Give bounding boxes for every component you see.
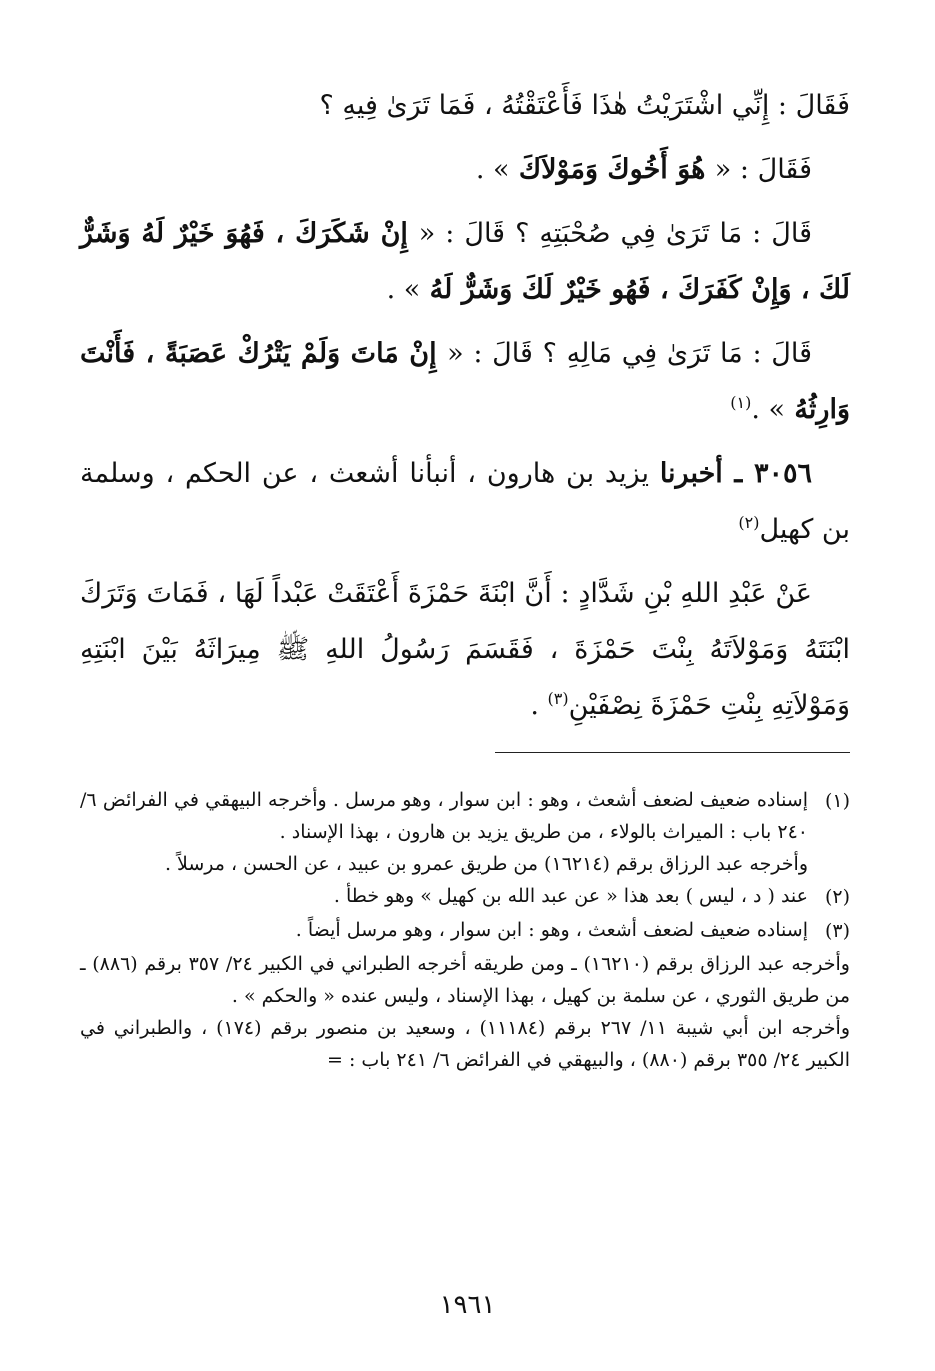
- footnote-text: إسناده ضعيف لضعف أشعث ، وهو : ابن سوار ، وهو مرسل أيضاً .: [295, 919, 808, 941]
- footnote-number: (٣): [824, 920, 850, 942]
- footnote-text: وأخرجه عبد الرزاق برقم (١٦٢١٠) ـ ومن طريقه أخرجه الطبراني في الكبير ٢٤/ ٣٥٧ برقم (٨٨٦) ـ من طريق الثوري ، عن سلمة بن كهيل ، بهذا الإسناد ، وليس عنده « والحكم » .: [80, 953, 850, 1007]
- footnote-text: وأخرجه عبد الرزاق برقم (١٦٢١٤) من طريق عمرو بن عبيد ، عن الحسن ، مرسلاً .: [164, 853, 808, 875]
- footnote-text: وأخرجه ابن أبي شيبة ١١/ ٢٦٧ برقم (١١١٨٤) ، وسعيد بن منصور برقم (١٧٤) ، والطبراني في الكبير ٢٤/ ٣٥٥ برقم (٨٨٠) ، والبيهقي في الفرائض ٦/ ٢٤١ باب : =: [80, 1017, 850, 1071]
- footnote-text: عند ( د ، ليس ) بعد هذا « عن عبد الله بن كهيل » وهو خطأ .: [333, 885, 808, 907]
- footnote-1: [80, 784, 850, 880]
- footnote-number: (٢): [824, 886, 850, 908]
- text-line: فَقَالَ : « هُوَ أَخُوكَ وَمَوْلاَكَ » .: [475, 154, 812, 185]
- text-paragraph: قَالَ : مَا تَرَىٰ فِي مَالِهِ ؟ قَالَ : « إِنْ مَاتَ وَلَمْ يَتْرُكْ عَصَبَةً ، فَأَنْتَ وَارِثُهُ » .$^{(١)}$: [80, 338, 850, 425]
- footnotes: [80, 784, 850, 1076]
- footnote-number: (١): [824, 790, 850, 812]
- footnote-3-continued: [80, 948, 850, 1076]
- text-line: فَقَالَ : إِنِّي اشْتَرَيْتُ هٰذَا فَأَعْتَقْتُهُ ، فَمَا تَرَىٰ فِيهِ ؟: [319, 90, 850, 121]
- footnote-2: [80, 880, 850, 914]
- footnote-ref[interactable]: (٣): [547, 689, 569, 708]
- text-paragraph: قَالَ : مَا تَرَىٰ فِي صُحْبَتِهِ ؟ قَالَ : « إِنْ شَكَرَكَ ، فَهُوَ خَيْرٌ لَهُ وَشَرٌّ لَكَ ، وَإِنْ كَفَرَكَ ، فَهُو خَيْرٌ لَكَ وَشَرٌّ لَهُ » .: [80, 218, 850, 305]
- footnote-3: [80, 914, 850, 948]
- footnote-text: إسناده ضعيف لضعف أشعث ، وهو : ابن سوار ، وهو مرسل . وأخرجه البيهقي في الفرائض ٦/ ٢٤٠ باب : الميراث بالولاء ، من طريق يزيد بن هارون ، بهذا الإسناد .: [80, 789, 808, 843]
- footnote-ref[interactable]: (٢): [738, 513, 760, 532]
- page-number: ١٩٦١: [439, 1290, 496, 1320]
- hadith-heading: ٣٠٥٦ ـ أخبرنا يزيد بن هارون ، أنبأنا أشعث ، عن الحكم ، وسلمة بن كهيل$^{(٢)}$: [80, 458, 850, 545]
- main-text: [80, 78, 850, 734]
- hadith-number: ٣٠٥٦ ـ أخبرنا: [659, 458, 812, 489]
- footnote-divider: [495, 752, 850, 753]
- footnote-ref[interactable]: (١): [730, 393, 752, 412]
- text-paragraph: عَنْ عَبْدِ اللهِ بْنِ شَدَّادٍ : أَنَّ ابْنَةَ حَمْزَةَ أَعْتَقَتْ عَبْداً لَهَا ، فَمَاتَ وَتَرَكَ ابْنَتَهُ وَمَوْلاَتَهُ بِنْتَ حَمْزَةَ ، فَقَسَمَ رَسُولُ اللهِ ﷺ مِيرَاثَهُ بَيْنَ ابْنَتِهِ وَمَوْلاَتِهِ بِنْتِ حَمْزَةَ نِصْفَيْنِ$^{(٣)}$ .: [80, 578, 850, 721]
